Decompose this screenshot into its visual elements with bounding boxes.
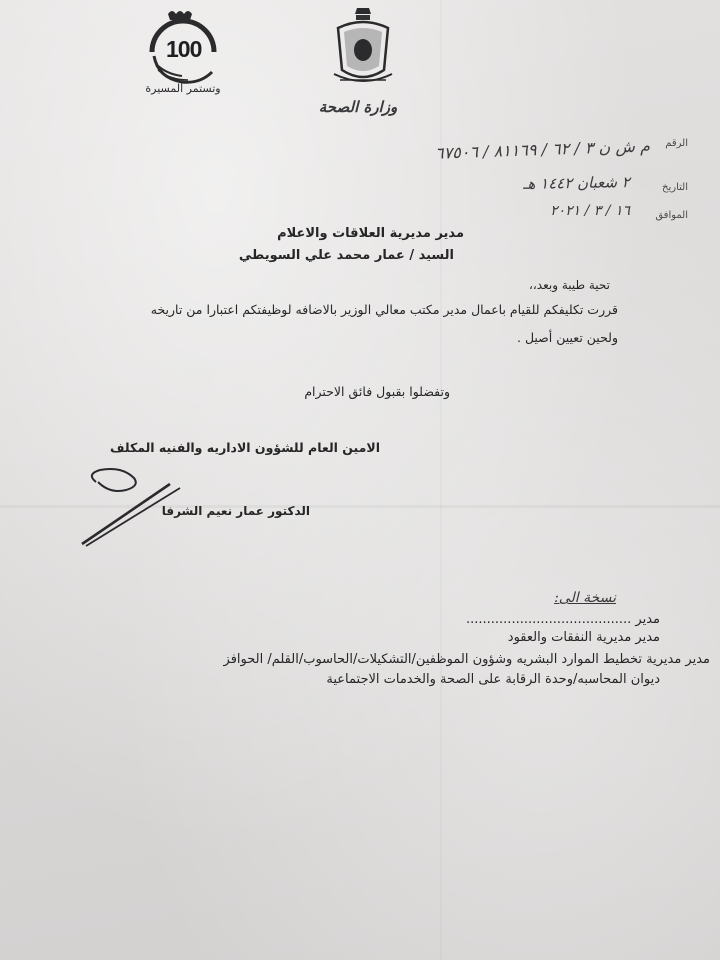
closing-line: وتفضلوا بقبول فائق الاحترام [304,384,450,399]
signatory-position: الامين العام للشؤون الاداريه والفنيه المكلف [109,440,380,455]
date-label: التاريخ [662,182,688,193]
reference-number-value: م ش ن ٣ / ٦٢ / ٨١١٦٩ / ٦٧٥٠٦ [434,136,651,163]
coat-of-arms-icon [330,4,396,94]
recipient-name: السيد / عمار محمد علي السويطي [238,248,454,263]
body-line-2: ولحين تعيين أصيل . [517,330,618,345]
greeting: تحية طيبة وبعد،، [529,278,610,292]
ministry-name: وزارة الصحة [318,98,398,116]
copy-item: مدير ........................................ [465,612,660,627]
reference-number-label: الرقم [665,138,688,149]
coat-of-arms [330,4,396,94]
corresponding-date-value: ١٦ / ٣ / ٢٠٢١ [550,203,630,219]
copy-item: ديوان المحاسبه/وحدة الرقابة على الصحة والخدمات الاجتماعية [326,672,660,687]
copy-item: مدير مديرية تخطيط الموارد البشريه وشؤون الموظفين/التشكيلات/الحاسوب/القلم/ الحوافز [223,652,710,667]
centennial-slogan: وتستمر المسيرة [145,82,221,95]
signatory-name: الدكتور عمار نعيم الشرفا [161,504,310,518]
corresponding-date-label: الموافق [655,210,688,221]
body-line-1: قررت تكليفكم للقيام باعمال مدير مكتب معالي الوزير بالاضافه لوظيفتكم اعتبارا من تاريخه [150,302,618,317]
centennial-number: 100 [166,36,202,62]
recipient-title: مدير مديرية العلاقات والاعلام [277,226,464,241]
copies-heading: نسخة الى: [554,590,616,606]
centennial-logo [138,6,228,98]
date-value: ٢ شعبان ١٤٤٢ هـ [523,173,631,193]
copy-item: مدير مديرية النفقات والعقود [507,630,660,645]
